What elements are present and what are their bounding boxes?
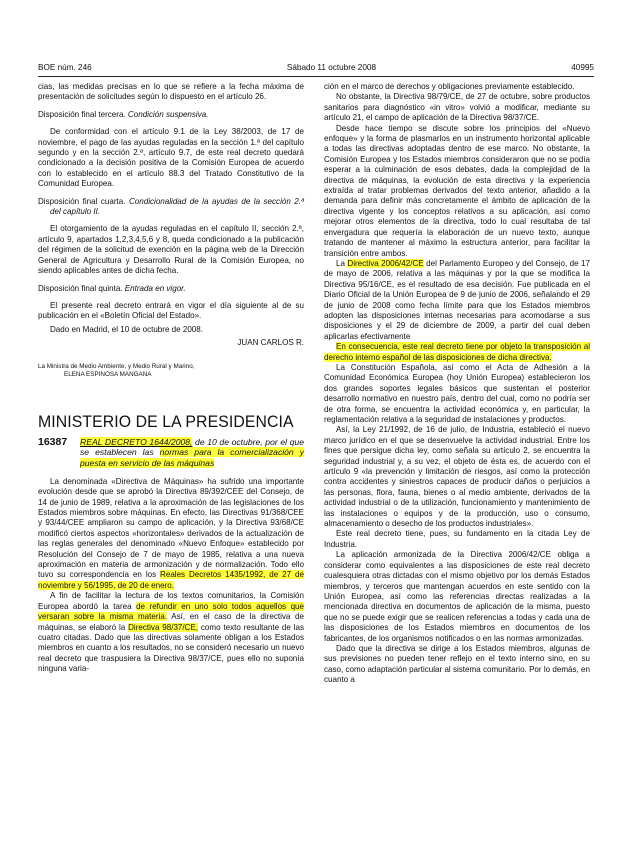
decree-number: 16387 bbox=[38, 435, 68, 448]
paragraph-text: Así, en el caso de la directiva de máquinas, se elaboró la bbox=[38, 612, 304, 632]
minister-name: ELENA ESPINOSA MANGANA bbox=[64, 370, 152, 378]
decree-link[interactable]: REAL DECRETO 1644/2008, bbox=[80, 436, 193, 447]
bulletin-number: BOE núm. 246 bbox=[38, 63, 92, 72]
decree-title bbox=[80, 437, 304, 468]
highlight: Directiva 98/37/CE, bbox=[128, 622, 199, 632]
section-title: Entrada en vigor. bbox=[124, 283, 186, 293]
king-signature: JUAN CARLOS R. bbox=[237, 338, 304, 348]
paragraph bbox=[38, 477, 304, 591]
left-column bbox=[38, 82, 304, 675]
paragraph: Así, la Ley 21/1992, de 16 de julio, de Industria, estableció el nuevo marco jurídico en el que se desenvuelve la actividad industrial. Entre los fines que persigue dicha ley, como señala su artículo 2, se encuentra la seguridad industrial y, a su vez, el objeto de ésta es, de acuerdo con el artículo 9 «la prevención y limitación de riesgos, así como la protección contra accidentes y siniestros capaces de producir daños o perjuicios a las personas, flora, fauna, bienes o al medio ambiente, derivados de la actividad industrial o de la utilización, funcionamiento y mantenimiento de las instalaciones o equipos y de la producción, uso o consumo, almacenamiento o desecho de los productos industriales». bbox=[324, 425, 590, 529]
decree-title-text: de 10 de octubre, por el que se establecen las bbox=[80, 436, 304, 458]
highlight: Reales Decretos 1435/1992, de 27 de noviembre y 56/1995, de 20 de enero. bbox=[38, 570, 304, 590]
page-header bbox=[38, 63, 594, 75]
date-line: Dado en Madrid, el 10 de octubre de 2008. bbox=[50, 324, 203, 334]
section-title: Condicionalidad de la ayudas de la sección 2.ª del capítulo II. bbox=[50, 196, 304, 217]
paragraph: El otorgamiento de la ayudas reguladas en el capítulo II, sección 2.ª, artículo 9, apartados 1,2,3,4,5,6 y 8, queda condicionado a la publicación del régimen de la solicitud de exención en la página web de la Dirección General de Agricultura y Desarrollo Rural de la Comisión Europea, no siendo aplicables antes de dicha fecha. bbox=[38, 224, 304, 276]
publication-date: Sábado 11 octubre 2008 bbox=[286, 63, 376, 72]
paragraph-text: La bbox=[336, 258, 348, 268]
decree-heading bbox=[38, 437, 304, 468]
section-heading bbox=[38, 197, 304, 218]
paragraph: Desde hace tiempo se discute sobre los principios del «Nuevo enfoque» y la forma de plasmarlos en un instrumento horizontal aplicable a todas las directivas adoptadas dentro de ese marco. No obstante, la Comisión Europea y los Estados miembros consideraron que no se podía esperar a la culminación de esos debates, dada la complejidad de la directiva de máquinas, la evolución de esta directiva y la experiencia extraída al tratar problemas derivados del texto anterior, añadido a la demanda para definir más concretamente el ámbito de aplicación de la directiva vigente y los conceptos relativos a su aplicación, así como mejorar otros elementos de la directiva, todo lo cual resultaba de tal envergadura que requería la elaboración de un nuevo texto, aunque tratando de mantener al máximo la estructura anterior, para facilitar la transición entre ambos. bbox=[324, 123, 590, 258]
paragraph-text: del Parlamento Europeo y del Consejo, de 17 de mayo de 2006, relativa a las máquinas y por la que se modifica la Directiva 95/16/CE, es el resultado de esa decisión. Fue publicada en el Diario Oficial de la Unión Europea de 9 de junio de 2006, señalando el 29 de junio de 2008 como fecha límite para que los Estados miembros adopten las disposiciones internas necesarias para acomodarse a sus disposiciones y el 29 de diciembre de 2009, a partir del cual deben aplicarlas efectivamente bbox=[324, 258, 591, 341]
paragraph bbox=[324, 259, 590, 342]
paragraph-text: A fin de facilitar la lectura de los textos comunitarios, la Comisión Europea abordó la tarea bbox=[38, 591, 304, 611]
paragraph: cias, las medidas precisas en lo que se refiere a la fecha máxima de presentación de solicitudes según lo dispuesto en el artículo 26. bbox=[38, 82, 304, 102]
highlight: En consecuencia, este real decreto tiene por objeto la transposición al derecho interno español de las disposiciones de dicha directiva. bbox=[324, 342, 590, 362]
paragraph bbox=[38, 591, 304, 674]
minister-signature bbox=[38, 363, 304, 379]
section-heading bbox=[38, 284, 304, 294]
page-number: 40995 bbox=[571, 63, 594, 72]
paragraph: No obstante, la Directiva 98/79/CE, de 27 de octubre, sobre productos sanitarios para diagnóstico «in vitro» volvió a modificar, mediante su artículo 21, el campo de aplicación de la Directiva 98/37/CE. bbox=[324, 92, 590, 123]
paragraph-text: como texto resultante de las cuatro citadas. Dado que las directivas solamente obligan a los Estados miembros en cuanto a los resultados, no se consideró necesario un nuevo real decreto que traspusiera la Directiva 98/37/CE, pues ello no suponía ninguna varia- bbox=[38, 622, 304, 674]
section-label: Disposición final tercera. bbox=[38, 109, 126, 119]
paragraph-text: La denominada «Directiva de Máquinas» ha sufrido una importante evolución desde que se aprobó la Directiva 89/392/CEE del Consejo, de 14 de junio de 1989, relativa a la aproximación de las legislaciones de los Estados miembros sobre máquinas. En efecto, las Directivas 91/368/CEE y 93/44/CEE ampliaron su campo de aplicación, y la Directiva 93/68/CE modificó ciertos aspectos «horizontales» derivados de la actualización de las reglas generales del denominado «Nuevo Enfoque» establecido por Resolución del Consejo de 7 de mayo de 1985, relativa a una nueva aproximación en materia de armonización y de normalización. Todo ello tuvo su correspondencia en los bbox=[38, 476, 304, 580]
ministry-heading: MINISTERIO DE LA PRESIDENCIA bbox=[38, 411, 294, 431]
decree-title-highlight: normas para la comercialización y puesta en servicio de las máquinas bbox=[80, 447, 305, 468]
minister-title: La Ministra de Medio Ambiente, y Medio Rural y Marino, bbox=[38, 362, 195, 370]
paragraph: Dado que la directiva se dirige a los Estados miembros, algunas de sus previsiones no pueden tener reflejo en el texto interno sino, en su caso, como adaptación particular al sistema comunitario. Por lo demás, en cuanto a bbox=[324, 643, 590, 685]
highlight: Directiva 2006/42/CE bbox=[347, 258, 424, 268]
section-title: Condición suspensiva. bbox=[127, 109, 209, 119]
paragraph: El presente real decreto entrará en vigor el día siguiente al de su publicación en el «Boletín Oficial del Estado». bbox=[38, 300, 304, 321]
highlight: de refundir en uno solo todos aquellos que versaran sobre la misma materia. bbox=[38, 601, 305, 622]
right-column bbox=[324, 82, 590, 686]
header-rule bbox=[38, 76, 594, 77]
paragraph: Este real decreto tiene, pues, su fundamento en la citada Ley de Industria. bbox=[324, 529, 590, 549]
paragraph: La Constitución Española, así como el Acta de Adhesión a la Comunidad Económica Europea (hoy Unión Europea) establecieron los dos grandes soportes legales básicos que sustentan el posterior desarrollo normativo en nuestro país, dentro del cual, como no podría ser de otra forma, se encuentra la actividad económica y, en particular, la reglamentación relativa a la seguridad de instalaciones y productos. bbox=[324, 362, 590, 424]
section-label: Disposición final cuarta. bbox=[38, 196, 126, 206]
paragraph: De conformidad con el artículo 9.1 de la Ley 38/2003, de 17 de noviembre, el pago de las ayudas reguladas en la sección 1.ª del capítulo segundo y en la sección 2.ª, artículo 9.7, de este real decreto quedará condicionado a la decisión positiva de la Comisión Europea de acuerdo con lo establecido en el artículo 88.3 del Tratado Constitutivo de la Comunidad Europea. bbox=[38, 127, 304, 189]
paragraph: La aplicación armonizada de la Directiva 2006/42/CE obliga a considerar como equivalentes a las disposiciones de este real decreto cualesquiera otras dictadas con el mismo objetivo por los demás Estados miembros, y terceros que mantengan acuerdos en este sentido con la Unión Europea, así como las referencias directas realizadas a la mencionada directiva en documentos de aplicación de la misma, puesto que no se puede exigir que se realicen referencias a todas y cada una de las disposiciones de los Estados miembros en documentos de los fabricantes, de los organismos notificados o en las normas armonizadas. bbox=[324, 550, 590, 643]
paragraph: ción en el marco de derechos y obligaciones previamente establecido. bbox=[324, 82, 575, 91]
section-label: Disposición final quinta. bbox=[38, 283, 123, 293]
paragraph bbox=[324, 342, 590, 363]
section-heading bbox=[38, 110, 304, 120]
